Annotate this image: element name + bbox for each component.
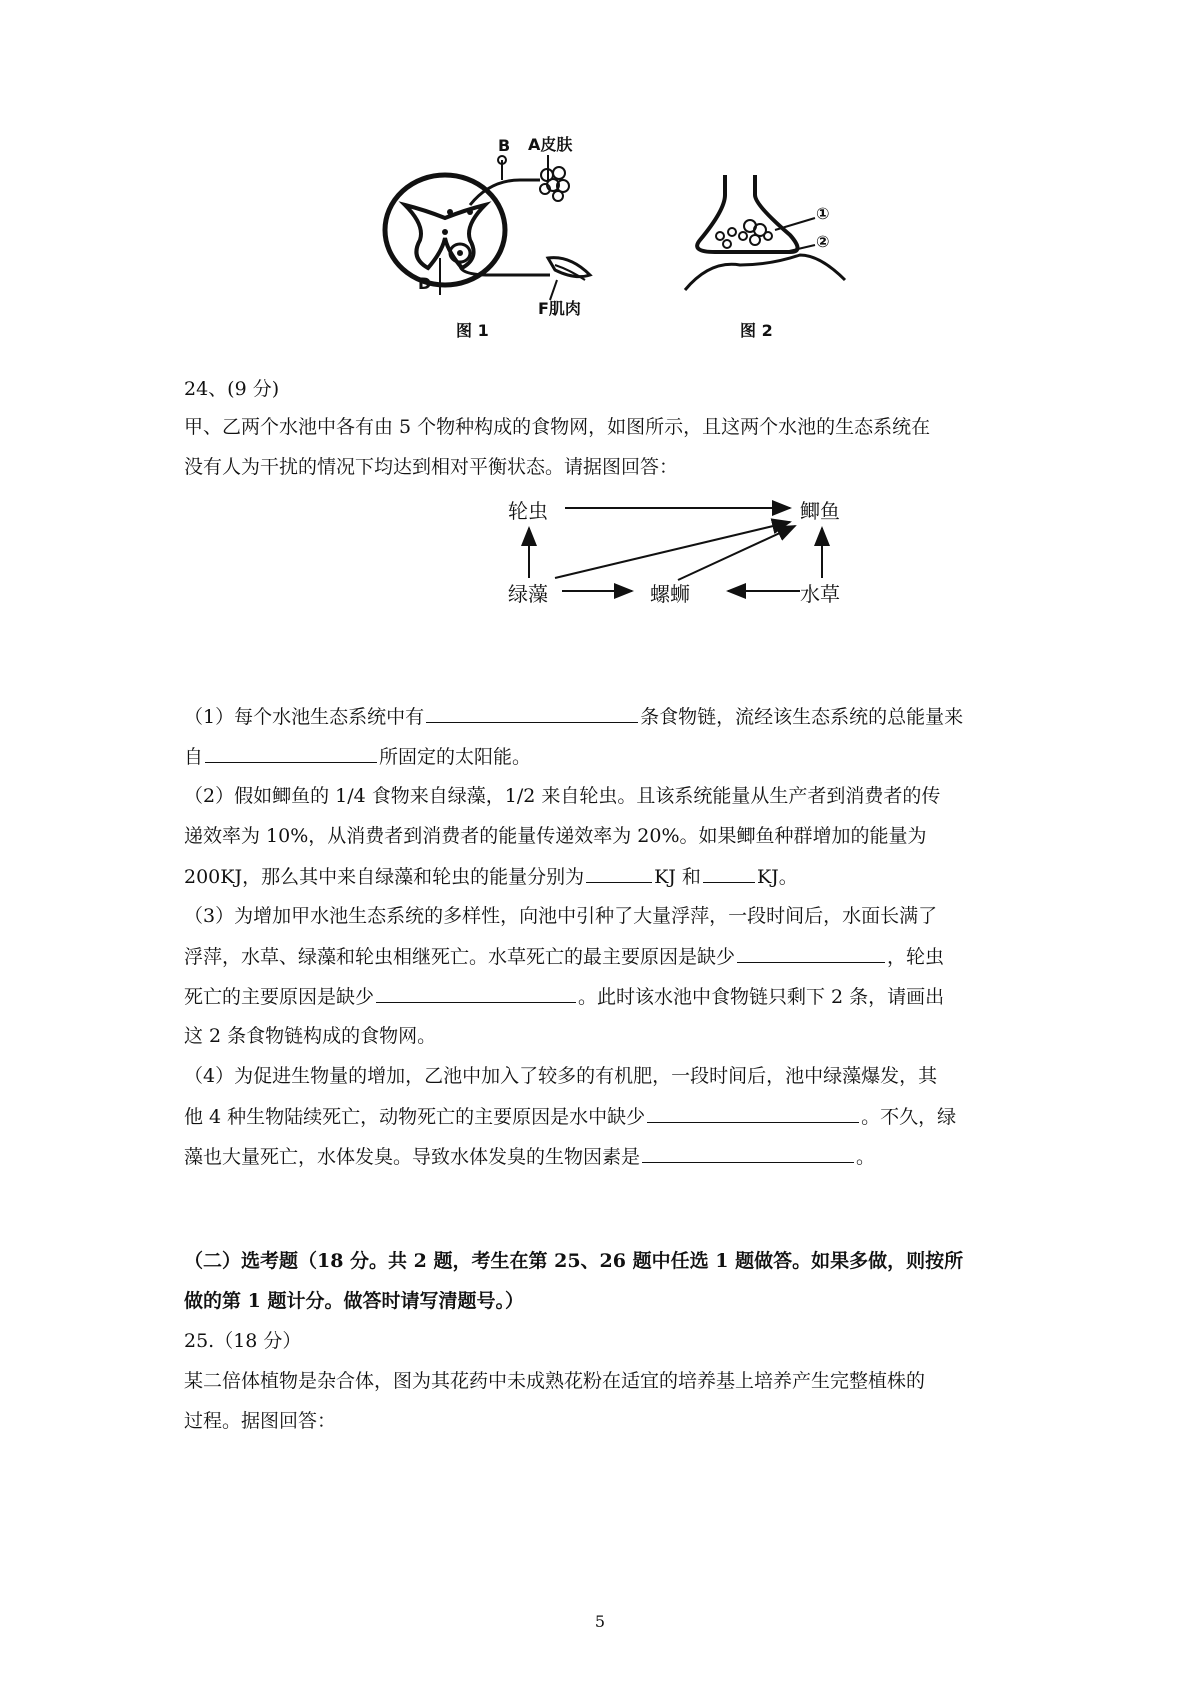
q24-1-text-a: （1）每个水池生态系统中有 [184,706,425,728]
label-d: D [418,274,432,293]
answer-blank-rotifer-energy[interactable] [703,862,755,883]
reflex-arc-diagram [350,140,650,370]
q24-4-text-c: 。不久，绿 [861,1106,957,1128]
answer-blank-waterweed-lack[interactable] [737,942,885,963]
q25-header: 25.（18 分） [184,1330,302,1352]
q24-1-text-b: 条食物链，流经该生态系统的总能量来 [640,706,964,728]
page-number: 5 [594,1612,606,1631]
q24-3-text-d: 死亡的主要原因是缺少 [184,986,375,1008]
q24-2-text-d: KJ 和 [654,866,701,888]
q24-2-line-1: （2）假如鲫鱼的 1/4 食物来自绿藻，1/2 来自轮虫。且该系统能量从生产者到消费者的传 [184,785,941,807]
node-rotifer: 轮虫 [508,499,548,523]
node-snail: 螺蛳 [650,582,690,606]
q24-intro-line-2: 没有人为干扰的情况下均达到相对平衡状态。请据图回答： [184,456,679,478]
food-web-diagram [500,498,860,618]
figure-2 [680,160,880,370]
answer-blank-chain-count[interactable] [426,702,638,723]
q24-1-line-2 [184,742,531,771]
q24-3-text-b: 浮萍，水草、绿藻和轮虫相继死亡。水草死亡的最主要原因是缺少 [184,946,736,968]
answer-blank-algae-energy[interactable] [586,862,652,883]
q24-1-line-1 [184,702,963,731]
section-2-heading-line-2: 做的第 1 题计分。做答时请写清题号。） [184,1290,524,1312]
answer-blank-biological-factor[interactable] [642,1142,854,1163]
q24-4-text-b: 他 4 种生物陆续死亡，动物死亡的主要原因是水中缺少 [184,1106,646,1128]
q24-4-text-d: 藻也大量死亡，水体发臭。导致水体发臭的生物因素是 [184,1146,641,1168]
q24-3-line-3 [184,982,944,1011]
q25-line-2: 过程。据图回答： [184,1410,337,1432]
q24-4-line-1: （4）为促进生物量的增加，乙池中加入了较多的有机肥，一段时间后，池中绿藻爆发，其 [184,1065,938,1087]
label-2: ② [816,232,830,251]
q24-3-text-e: 。此时该水池中食物链只剩下 2 条，请画出 [578,986,945,1008]
label-1: ① [816,204,830,223]
q24-4-text-e: 。 [856,1146,876,1168]
node-algae: 绿藻 [508,582,548,606]
synapse-diagram [680,160,880,300]
q24-3-line-4: 这 2 条食物链构成的食物网。 [184,1025,437,1047]
q24-2-text-e: KJ。 [756,866,798,888]
label-a-skin: A皮肤 [528,135,573,154]
q24-4-line-2 [184,1102,956,1131]
q25-line-1: 某二倍体植物是杂合体，图为其花药中未成熟花粉在适宜的培养基上培养产生完整植株的 [184,1370,926,1392]
answer-blank-energy-source[interactable] [205,742,377,763]
node-waterweed: 水草 [800,582,840,606]
q24-1-text-d: 所固定的太阳能。 [379,746,532,768]
figure-1-caption: 图 1 [456,321,489,340]
q24-intro-line-1: 甲、乙两个水池中各有由 5 个物种构成的食物网，如图所示，且这两个水池的生态系统在 [184,416,931,438]
node-crucian: 鲫鱼 [800,499,840,523]
q24-3-text-c: ，轮虫 [887,946,945,968]
q24-2-line-2: 递效率为 10%，从消费者到消费者的能量传递效率为 20%。如果鲫鱼种群增加的能量为 [184,825,927,847]
q24-header: 24、(9 分) [184,378,280,400]
q24-3-line-2 [184,942,944,971]
figure-2-caption: 图 2 [740,321,773,340]
answer-blank-rotifer-lack[interactable] [376,982,576,1003]
answer-blank-water-lack[interactable] [647,1102,859,1123]
q24-2-line-3 [184,862,798,891]
label-f-muscle: F肌肉 [538,299,581,318]
q24-4-line-3 [184,1142,875,1171]
figure-1 [350,135,650,370]
q24-2-text-c: 200KJ，那么其中来自绿藻和轮虫的能量分别为 [184,866,585,888]
q24-1-text-c: 自 [184,746,204,768]
label-b: B [498,136,511,155]
section-2-heading-line-1: （二）选考题（18 分。共 2 题，考生在第 25、26 题中任选 1 题做答。如果多做，则按所 [184,1250,964,1272]
q24-3-line-1: （3）为增加甲水池生态系统的多样性，向池中引种了大量浮萍，一段时间后，水面长满了 [184,905,938,927]
